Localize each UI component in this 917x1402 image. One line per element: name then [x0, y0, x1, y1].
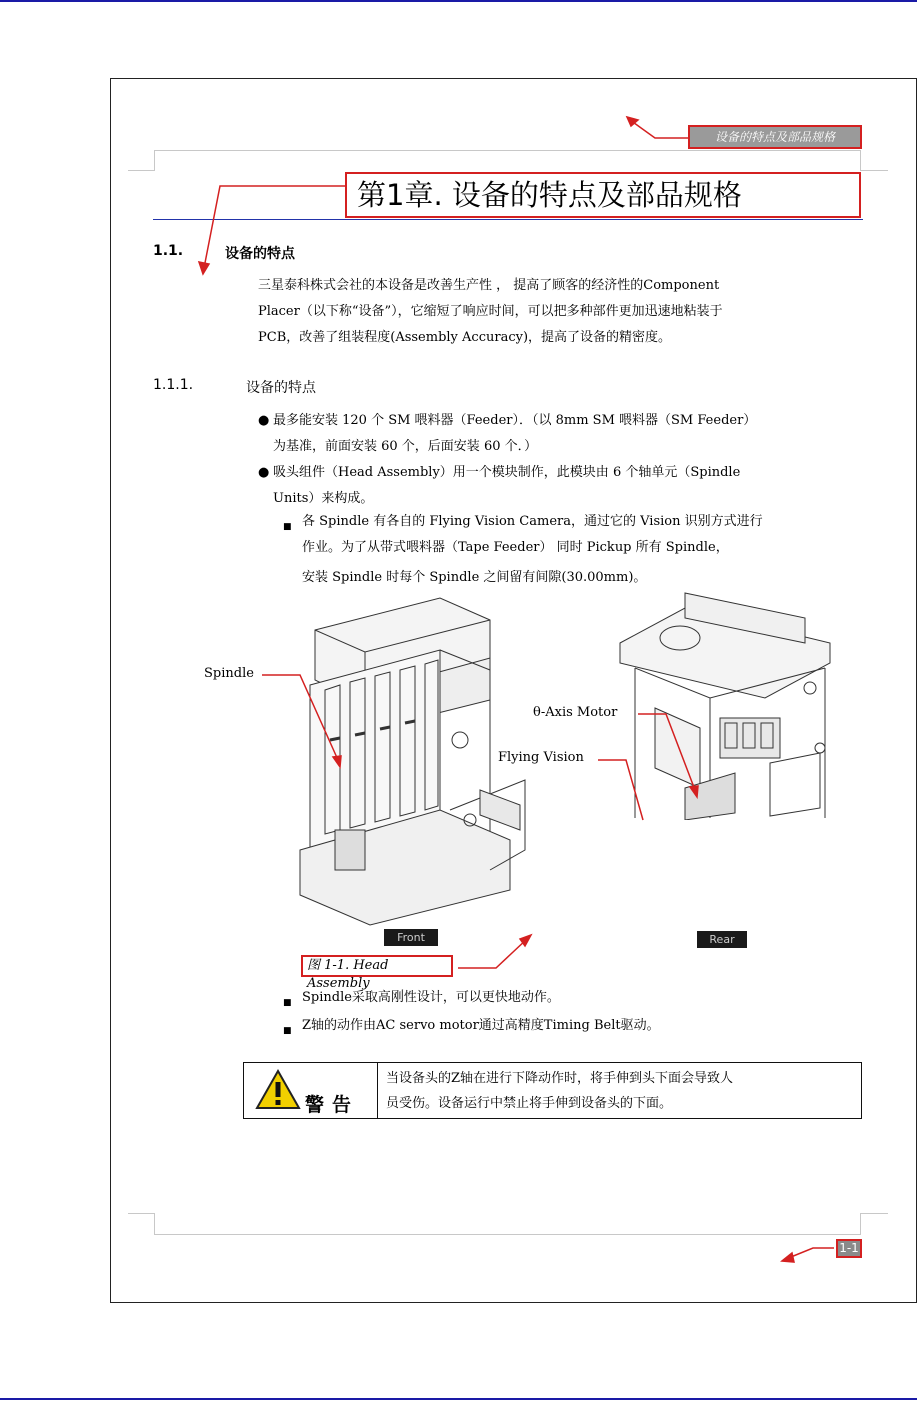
- footer-frame-right-v: [860, 1213, 861, 1235]
- footer-frame-right: [860, 1213, 888, 1214]
- sub-bullet-square: ■: [283, 1026, 292, 1036]
- chapter-title: 第1章. 设备的特点及部品规格: [345, 172, 861, 218]
- section-number: 1.1.: [153, 243, 184, 259]
- subsection-number: 1.1.1.: [153, 377, 194, 393]
- subsection-title: 设备的特点: [246, 380, 316, 396]
- intro-line: Placer（以下称“设备”），它缩短了响应时间，可以把多种部件更加迅速地粘装于: [258, 304, 723, 319]
- footer-frame-left: [128, 1213, 155, 1214]
- section-title: 设备的特点: [225, 246, 295, 262]
- header-section-tag: 设备的特点及部品规格: [688, 125, 862, 149]
- label-flying-vision: Flying Vision: [498, 750, 584, 765]
- badge-front: Front: [384, 929, 438, 946]
- footer-frame-line: [154, 1234, 861, 1235]
- sub-bullet-rigidity: Spindle采取高刚性设计，可以更快地动作。: [302, 990, 560, 1005]
- page-number: 1-1: [836, 1239, 862, 1258]
- intro-line: 三星泰科株式会社的本设备是改善生产性 ， 提高了顾客的经济性的Component: [258, 278, 720, 293]
- label-spindle: Spindle: [204, 666, 254, 681]
- sub-bullet-square: ■: [283, 998, 292, 1008]
- warning-divider: [377, 1062, 378, 1119]
- badge-rear: Rear: [697, 931, 747, 948]
- bullet-head-assembly: 吸头组件（Head Assembly）用一个模块制作，此模块由 6 个轴单元（Spindle Units）来构成。: [273, 465, 741, 506]
- warning-text: 当设备头的Z轴在进行下降动作时，将手伸到头下面会导致人 员受伤。设备运行中禁止将手伸到设备头的下面。: [386, 1071, 734, 1111]
- bullet-dot: ●: [258, 413, 270, 428]
- warning-triangle-icon: [255, 1068, 301, 1110]
- bullet-feeder: 最多能安装 120 个 SM 喂料器（Feeder）．（以 8mm SM 喂料器（SM Feeder） 为基准，前面安装 60 个，后面安装 60 个．）: [273, 413, 757, 454]
- figure-caption: 图 1-1. Head Assembly: [301, 955, 453, 977]
- sub-bullet-square: ■: [283, 522, 292, 532]
- intro-line: PCB，改善了组装程度(Assembly Accuracy)，提高了设备的精密度。: [258, 330, 672, 345]
- footer-frame-left-v: [154, 1213, 155, 1235]
- sub-bullet-z-axis: Z轴的动作由AC servo motor通过高精度Timing Belt驱动。: [302, 1018, 660, 1033]
- bullet-dot: ●: [258, 465, 270, 480]
- warning-label: 警告: [305, 1094, 360, 1116]
- label-theta-axis-motor: θ-Axis Motor: [533, 705, 618, 720]
- sub-bullet-spindle: 各 Spindle 有各自的 Flying Vision Camera，通过它的 Vision 识别方式进行 作业。为了从带式喂料器（Tape Feeder） 同时 Pickup 所有 Spindle， 安装 Spindle 时每个 Spindle 之间留有间隙(30.00mm)。: [302, 514, 763, 585]
